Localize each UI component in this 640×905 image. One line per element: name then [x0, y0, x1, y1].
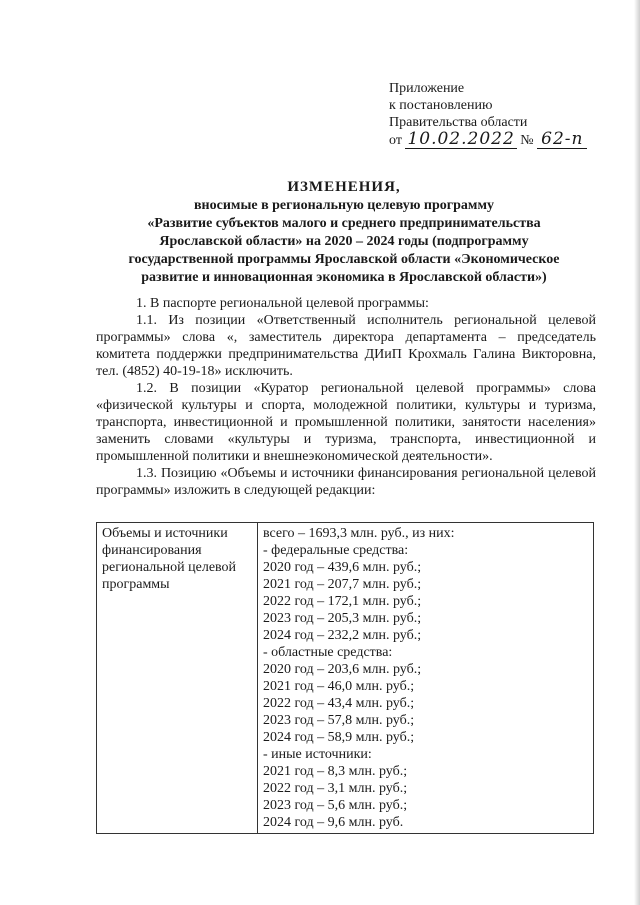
financing-line: 2020 год – 439,6 млн. руб.; [263, 560, 422, 575]
table-row [97, 523, 594, 834]
title-line: «Развитие субъектов малого и среднего предпринимательства [147, 216, 541, 231]
financing-line: 2024 год – 232,2 млн. руб.; [263, 628, 422, 643]
number-sign: № [520, 133, 534, 148]
title-line: развитие и инновационная экономика в Ярославской области») [141, 270, 547, 285]
appendix-line-1: Приложение [389, 81, 465, 96]
appendix-line-3: Правительства области [389, 115, 528, 130]
financing-line: 2024 год – 9,6 млн. руб. [263, 815, 404, 830]
financing-line: 2023 год – 205,3 млн. руб.; [263, 611, 422, 626]
table-label-cell: Объемы и источники финансирования региональной целевой программы [97, 523, 258, 834]
body-text [96, 295, 596, 499]
scan-edge-shadow [634, 0, 640, 905]
title-line: вносимые в региональную целевую программу [194, 198, 494, 213]
from-prefix: от [389, 133, 402, 148]
financing-line: 2023 год – 57,8 млн. руб.; [263, 713, 415, 728]
title-main: ИЗМЕНЕНИЯ, [287, 179, 401, 195]
paragraph-1-1: 1.1. Из позиции «Ответственный исполнитель региональной целевой программы» слова «, заместитель директора департамента – председатель комитета поддержки предпринимательства ДИиП Крохмаль Галина Викторовна, тел. (4852) 40-19-18» исключить. [96, 313, 596, 379]
financing-line: - федеральные средства: [263, 543, 409, 558]
document-title [96, 178, 592, 287]
financing-line: 2021 год – 207,7 млн. руб.; [263, 577, 422, 592]
financing-line: 2022 год – 3,1 млн. руб.; [263, 781, 408, 796]
title-line: Ярославской области» на 2020 – 2024 годы (подпрограмму [159, 234, 529, 249]
financing-line: - областные средства: [263, 645, 393, 660]
financing-line: 2024 год – 58,9 млн. руб.; [263, 730, 415, 745]
table-values-cell [258, 523, 594, 834]
paragraph-1-2: 1.2. В позиции «Куратор региональной целевой программы» слова «физической культуры и спорта, молодежной политики, культуры и туризма, транспорта, инвестиционной и промышленной политики, занятости населения» заменить словами «культуры и туризма, транспорта, инвестиционной и промышленной политики и внешнеэкономической деятельности». [96, 381, 596, 464]
appendix-header [389, 80, 587, 149]
paragraph-1-3: 1.3. Позицию «Объемы и источники финансирования региональной целевой программы» изложить в следующей редакции: [96, 466, 596, 498]
handwritten-number: 62-п [537, 131, 587, 149]
financing-line: 2023 год – 5,6 млн. руб.; [263, 798, 408, 813]
title-line: государственной программы Ярославской области «Экономическое [128, 252, 560, 267]
financing-line: 2021 год – 46,0 млн. руб.; [263, 679, 415, 694]
financing-line: всего – 1693,3 млн. руб., из них: [263, 526, 455, 541]
appendix-line-2: к постановлению [389, 98, 493, 113]
financing-line: 2020 год – 203,6 млн. руб.; [263, 662, 422, 677]
financing-table [96, 522, 594, 834]
financing-line: 2022 год – 43,4 млн. руб.; [263, 696, 415, 711]
appendix-date-line [389, 131, 587, 149]
paragraph-1: 1. В паспорте региональной целевой программы: [136, 296, 429, 311]
financing-line: 2022 год – 172,1 млн. руб.; [263, 594, 422, 609]
financing-line: 2021 год – 8,3 млн. руб.; [263, 764, 408, 779]
handwritten-date: 10.02.2022 [407, 129, 515, 149]
financing-line: - иные источники: [263, 747, 372, 762]
